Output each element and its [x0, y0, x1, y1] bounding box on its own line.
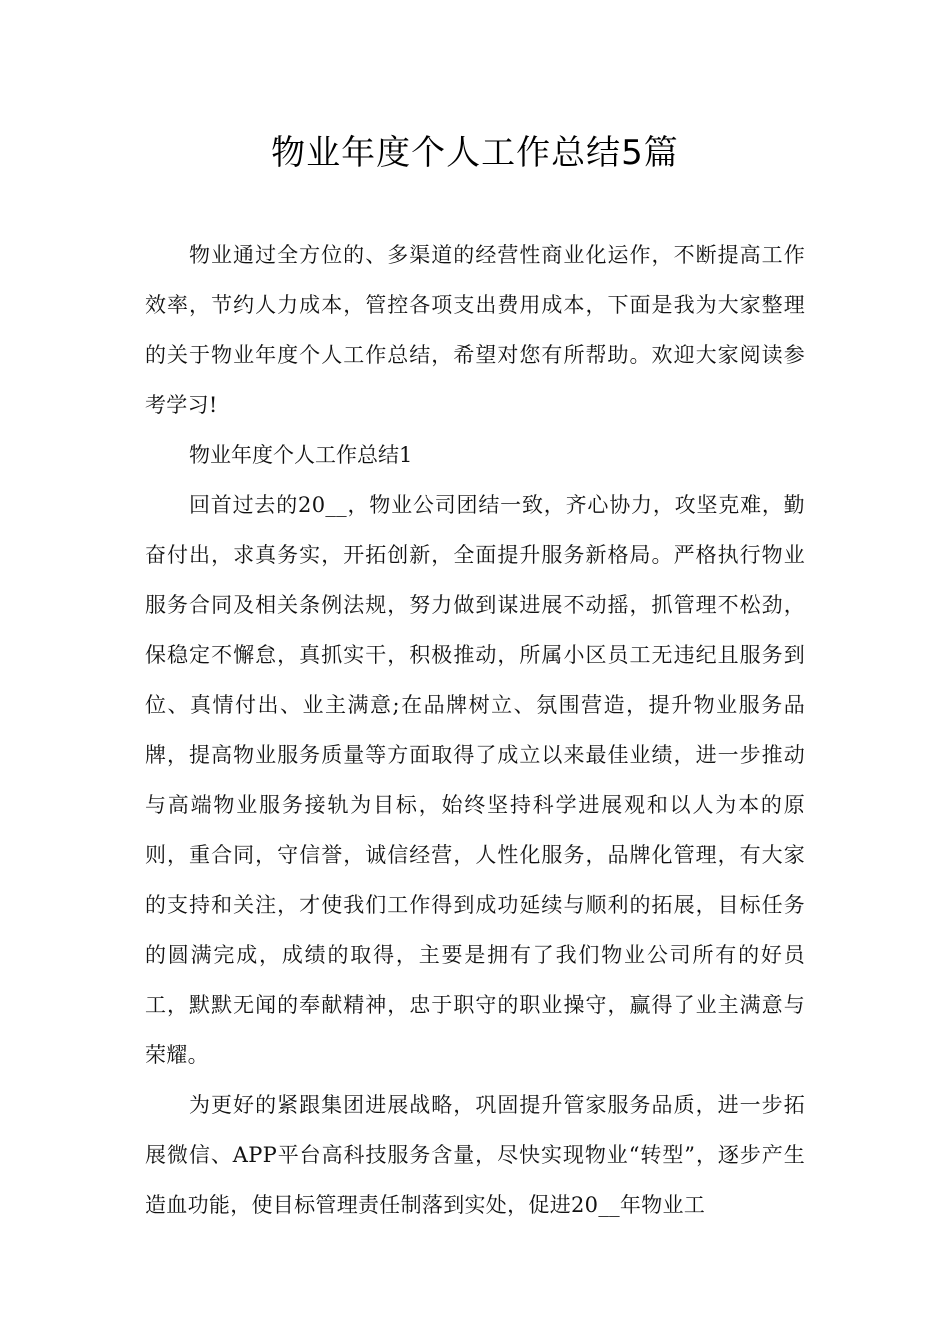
- body-paragraph: 为更好的紧跟集团进展战略，巩固提升管家服务品质，进一步拓展微信、APP平台高科技服务含量，尽快实现物业“转型”，逐步产生造血功能，使目标管理责任制落到实处，促进20__年物业工: [145, 1093, 805, 1217]
- body-paragraph: 回首过去的20__，物业公司团结一致，齐心协力，攻坚克难，勤奋付出，求真务实，开拓创新，全面提升服务新格局。严格执行物业服务合同及相关条例法规，努力做到谋进展不动摇，抓管理不松劲，保稳定不懈怠，真抓实干，积极推动，所属小区员工无违纪且服务到位、真情付出、业主满意;在品牌树立、氛围营造，提升物业服务品牌，提高物业服务质量等方面取得了成立以来最佳业绩，进一步推动与高端物业服务接轨为目标，始终坚持科学进展观和以人为本的原则，重合同，守信誉，诚信经营，人性化服务，品牌化管理，有大家的支持和关注，才使我们工作得到成功延续与顺利的拓展，目标任务的圆满完成，成绩的取得，主要是拥有了我们物业公司所有的好员工，默默无闻的奉献精神，忠于职守的职业操守，赢得了业主满意与荣耀。: [145, 493, 805, 1067]
- document-title: 物业年度个人工作总结5篇: [271, 133, 679, 173]
- intro-paragraph: 物业通过全方位的、多渠道的经营性商业化运作，不断提高工作效率，节约人力成本，管控各项支出费用成本，下面是我为大家整理的关于物业年度个人工作总结，希望对您有所帮助。欢迎大家阅读参考学习!: [145, 243, 805, 417]
- document-body: [145, 230, 805, 1230]
- section-heading: 物业年度个人工作总结1: [189, 443, 413, 467]
